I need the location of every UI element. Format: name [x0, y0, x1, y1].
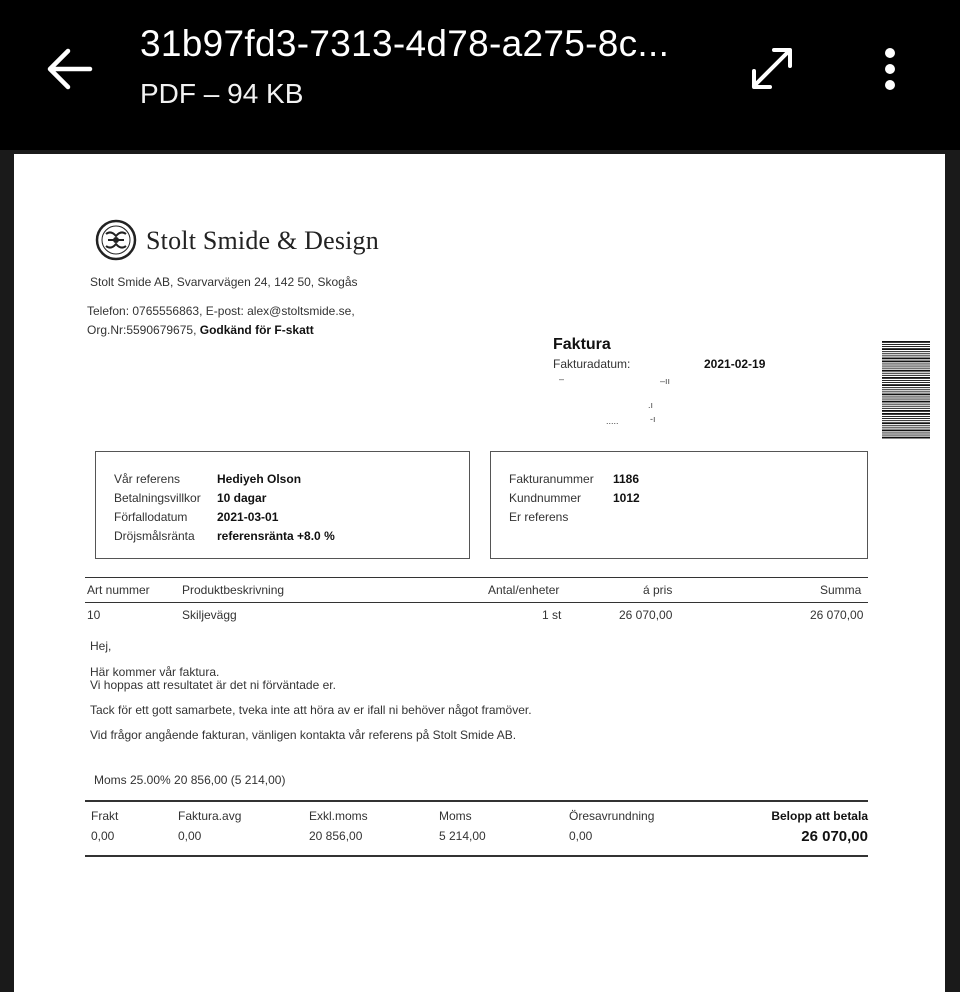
excl-vat-label: Exkl.moms	[309, 809, 368, 823]
invoice-number-box	[490, 451, 868, 559]
col-header-quantity: Antal/enheter	[488, 583, 560, 597]
company-address: Stolt Smide AB, Svarvarvägen 24, 142 50, Skogås	[90, 275, 358, 289]
document-title: 31b97fd3-7313-4d78-a275-8c...	[140, 23, 670, 64]
your-reference-label: Er referens	[509, 510, 569, 524]
row-sum: 26 070,00	[810, 608, 864, 622]
reference-box	[95, 451, 470, 559]
totals-bottom-rule	[85, 855, 868, 857]
row-quantity: 1 st	[542, 608, 562, 622]
document-meta: PDF – 94 KB	[140, 78, 304, 109]
expand-diagonal-icon	[740, 40, 802, 98]
redacted-mark: .ı	[648, 400, 654, 410]
invoice-date-label: Fakturadatum:	[553, 357, 631, 371]
company-org	[87, 323, 314, 337]
arrow-left-icon	[38, 40, 102, 98]
rounding-value: 0,00	[569, 829, 593, 843]
company-contact: Telefon: 0765556863, E-post: alex@stoltsmide.se,	[87, 304, 355, 318]
row-description: Skiljevägg	[182, 608, 237, 622]
freight-value: 0,00	[91, 829, 115, 843]
invoice-number-label: Fakturanummer	[509, 472, 594, 486]
company-name: Stolt Smide & Design	[146, 226, 379, 255]
row-art-number: 10	[87, 608, 101, 622]
redacted-mark: .....	[606, 416, 619, 426]
redacted-mark: –	[559, 374, 565, 384]
amount-due-value: 26 070,00	[801, 828, 868, 845]
due-date-label: Förfallodatum	[114, 510, 188, 524]
app-bar	[0, 0, 960, 150]
f-skatt-approval: Godkänd för F-skatt	[199, 323, 314, 337]
rounding-label: Öresavrundning	[569, 809, 655, 823]
vat-value: 5 214,00	[439, 829, 486, 843]
invoice-date-value: 2021-02-19	[704, 357, 766, 371]
table-header-rule	[85, 602, 868, 603]
col-header-description: Produktbeskrivning	[182, 583, 285, 597]
row-unit-price: 26 070,00	[619, 608, 673, 622]
message-greeting: Hej,	[90, 639, 112, 653]
pdf-page[interactable]	[14, 154, 945, 992]
back-button[interactable]	[38, 40, 102, 98]
col-header-unit-price: á pris	[643, 583, 673, 597]
more-options-button[interactable]	[870, 40, 910, 98]
col-header-sum: Summa	[820, 583, 862, 597]
col-header-art: Art nummer	[87, 583, 150, 597]
late-interest-label: Dröjsmålsränta	[114, 529, 195, 543]
due-date-value: 2021-03-01	[217, 510, 279, 524]
invoice-document	[14, 154, 945, 992]
totals-top-rule	[85, 800, 868, 802]
message-line: Vid frågor angående fakturan, vänligen kontakta vår referens på Stolt Smide AB.	[90, 728, 517, 742]
payment-terms-value: 10 dagar	[217, 491, 267, 505]
org-number: Org.Nr:5590679675,	[87, 323, 197, 337]
vat-summary: Moms 25.00% 20 856,00 (5 214,00)	[94, 773, 286, 787]
freight-label: Frakt	[91, 809, 119, 823]
invoice-fee-label: Faktura.avg	[178, 809, 242, 823]
message-line: Här kommer vår faktura.	[90, 665, 220, 679]
redacted-mark: -ı	[650, 414, 656, 424]
our-reference-value: Hediyeh Olson	[217, 472, 302, 486]
late-interest-value: referensränta +8.0 %	[217, 529, 335, 543]
table-top-rule	[85, 577, 868, 578]
barcode-icon	[882, 341, 930, 439]
customer-number-value: 1012	[613, 491, 640, 505]
more-vertical-icon	[870, 40, 910, 98]
excl-vat-value: 20 856,00	[309, 829, 363, 843]
vat-label: Moms	[439, 809, 472, 823]
message-line: Tack för ett gott samarbete, tveka inte att höra av er ifall ni behöver något framöver.	[90, 703, 532, 717]
invoice-fee-value: 0,00	[178, 829, 202, 843]
company-logo-icon	[95, 219, 137, 261]
redacted-mark: –ıı	[660, 376, 671, 386]
message-line: Vi hoppas att resultatet är det ni förväntade er.	[90, 678, 336, 692]
amount-due-label: Belopp att betala	[771, 809, 868, 823]
our-reference-label: Vår referens	[114, 472, 181, 486]
payment-terms-label: Betalningsvillkor	[114, 491, 201, 505]
customer-number-label: Kundnummer	[509, 491, 582, 505]
invoice-title: Faktura	[553, 336, 611, 353]
expand-button[interactable]	[740, 40, 802, 98]
invoice-number-value: 1186	[613, 472, 640, 486]
